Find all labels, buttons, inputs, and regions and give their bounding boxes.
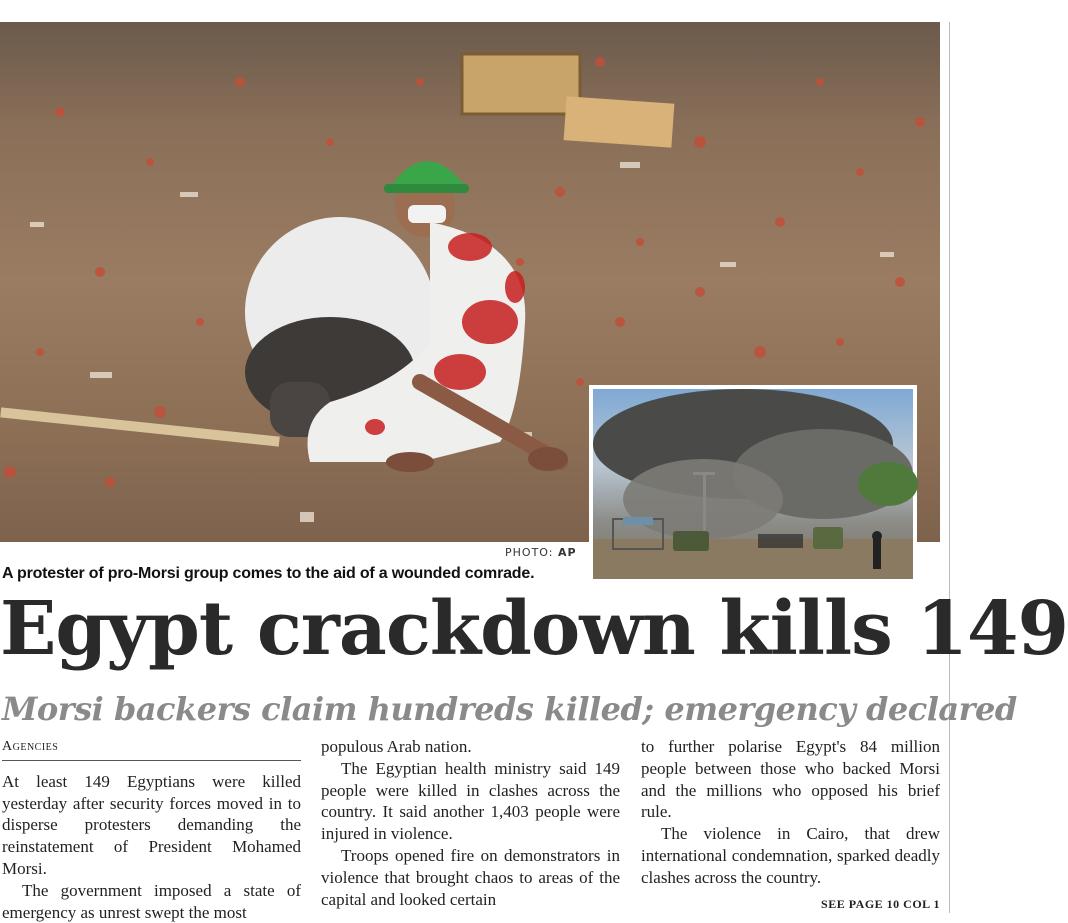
inset-photo [589,385,917,583]
photo-credit [505,546,577,559]
article-paragraph: to further polarise Egypt's 84 million people between those who backed Morsi and the millions who opposed his brief rule. [641,737,940,822]
continued-on-jump-line: SEE PAGE 10 COL 1 [821,897,940,911]
article-column-3 [641,736,940,889]
subheadline: Morsi backers claim hundreds killed; emergency declared [2,690,1017,728]
photo-credit-prefix: PHOTO: [505,546,554,559]
column-rule [949,22,950,913]
article-paragraph: At least 149 Egyptians were killed yesterday after security forces moved in to disperse protesters demanding the reinstatement of President Mohamed Morsi. [2,771,301,878]
article-paragraph: Troops opened fire on demonstrators in violence that brought chaos to areas of the capital and looked certain [321,845,620,909]
photo-credit-source: AP [557,546,577,559]
inset-photo-illustration [593,389,913,579]
article-paragraph: The Egyptian health ministry said 149 people were killed in clashes across the country. It said another 1,403 people were injured in violence. [321,758,620,844]
article-column-1 [2,736,301,923]
article-column-2 [321,736,620,910]
article-paragraph: populous Arab nation. [321,737,472,756]
article-paragraph: The government imposed a state of emergency as unrest swept the most [2,880,301,922]
headline: Egypt crackdown kills 149 [0,586,1068,672]
byline: Agencies [2,736,301,761]
photo-caption: A protester of pro-Morsi group comes to the aid of a wounded comrade. [2,565,535,582]
article-paragraph: The violence in Cairo, that drew international condemnation, sparked deadly clashes across the country. [641,824,940,887]
